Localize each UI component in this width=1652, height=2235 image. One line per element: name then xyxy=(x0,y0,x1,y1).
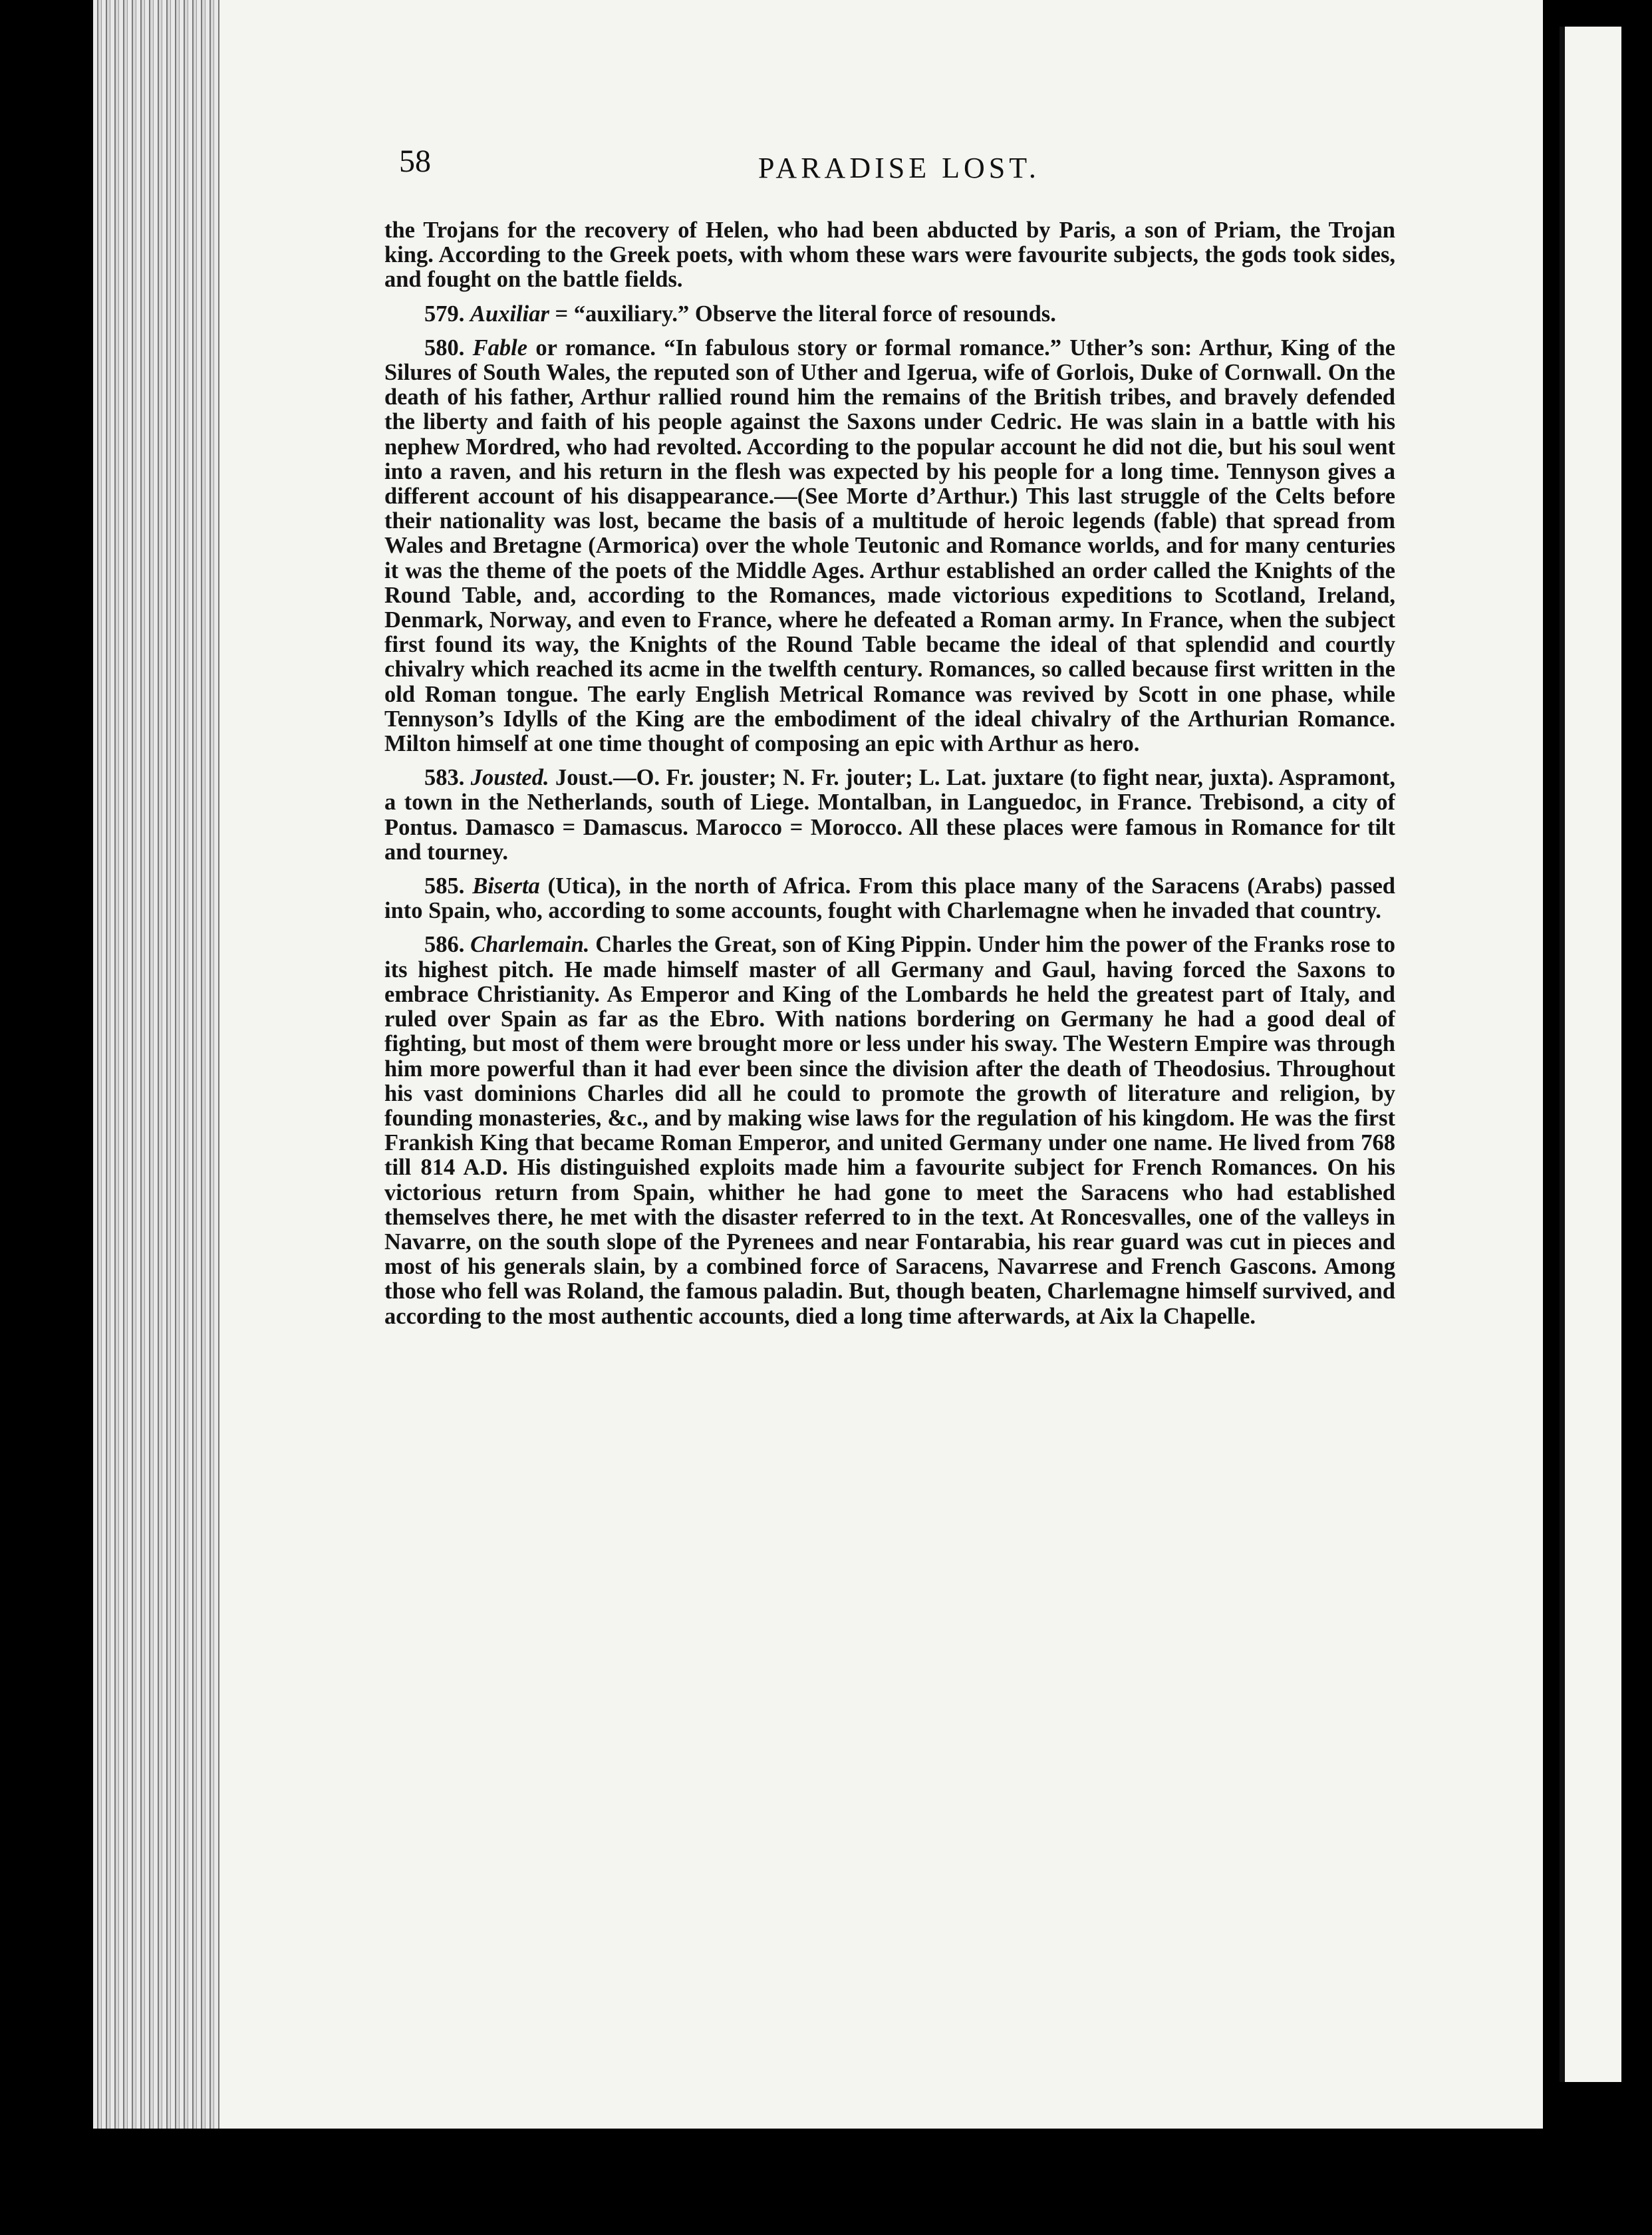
page-header xyxy=(399,143,1397,196)
note-583 xyxy=(384,766,1395,865)
note-lemma: Biserta xyxy=(472,873,540,899)
note-text: Joust.—O. Fr. jouster; N. Fr. jouter; L. Lat. juxtare (to fight near, juxta). Aspramont, a town in the Netherlands, south of Liege. Montalban, in Languedoc, in France. Trebisond, a city of Pontus. Damasco = Damascus. Marocco = Morocco. All these places were famous in Romance for tilt and tourney. xyxy=(384,765,1395,865)
note-text: Charles the Great, son of King Pippin. Under him the power of the Franks rose to its highest pitch. He made himself master of all Germany and Gaul, having forced the Saxons to embrace Christianity. As Emperor and King of the Lombards he held the greatest part of Italy, and ruled over Spain as far as the Ebro. With nations bordering on Germany he had a good deal of fighting, but most of them were brought more or less under his sway. The Western Empire was through him more powerful than it had ever been since the division after the death of Theodosius. Throughout his vast dominions Charles did all he could to promote the growth of literature and religion, by founding monasteries, &c., and by making wise laws for the regulation of his kingdom. He was the first Frankish King that became Roman Emperor, and united Germany under one name. He lived from 768 till 814 A.D. His distinguished exploits made him a favourite subject for French Romances. On his victorious return from Spain, whither he had gone to meet the Saracens who had established themselves there, he met with the disaster referred to in the text. At Roncesvalles, one of the valleys in Navarre, on the south slope of the Pyrenees and near Fontarabia, his rear guard was cut in pieces and most of his generals slain, by a combined force of Saracens, Navarrese and French Gascons. Among those who fell was Roland, the famous paladin. But, though beaten, Charlemagne himself survived, and according to the most authentic accounts, died a long time afterwards, at Aix la Chapelle. xyxy=(384,932,1395,1329)
note-585 xyxy=(384,874,1395,923)
note-lemma: Fable xyxy=(472,335,528,361)
note-number: 585. xyxy=(424,873,465,899)
note-number: 579. xyxy=(424,301,465,327)
note-586 xyxy=(384,933,1395,1328)
note-number: 586. xyxy=(424,932,465,958)
note-579 xyxy=(384,302,1395,327)
note-continuation xyxy=(384,218,1395,293)
note-lemma: Charlemain. xyxy=(470,932,590,958)
note-text: the Trojans for the recovery of Helen, who had been abducted by Paris, a son of Priam, the Trojan king. According to the Greek poets, with whom these wars were favourite subjects, the gods took sides, and fought on the battle fields. xyxy=(384,218,1395,293)
note-text: or romance. “In fabulous story or formal romance.” Uther’s son: Arthur, King of the Silures of South Wales, the reputed son of Uther and Igerua, wife of Gorlois, Duke of Cornwall. On the death of his father, Arthur rallied round him the remains of the British tribes, and bravely defended the liberty and faith of his people against the Saxons under Cedric. He was slain in a battle with his nephew Mordred, who had revolted. According to the popular account he did not die, but his soul went into a raven, and his return in the flesh was expected by his people for a long time. Tennyson gives a different account of his disappearance.—(See Morte d’Arthur.) This last struggle of the Celts before their nationality was lost, became the basis of a multitude of heroic legends (fable) that spread from Wales and Bretagne (Armorica) over the whole Teutonic and Romance worlds, and for many centuries it was the theme of the poets of the Middle Ages. Arthur established an order called the Knights of the Round Table, and, according to the Romances, made victorious expeditions to Scotland, Ireland, Denmark, Norway, and even to France, where he defeated a Roman army. In France, when the subject first found its way, the Knights of the Round Table became the ideal of that splendid and courtly chivalry which reached its acme in the twelfth century. Romances, so called because first written in the old Roman tongue. The early English Metrical Romance was revived by Scott in one phase, while Tennyson’s Idylls of the King are the embodiment of the ideal chivalry of the Arthurian Romance. Milton himself at one time thought of composing an epic with Arthur as hero. xyxy=(384,335,1395,757)
note-580 xyxy=(384,336,1395,756)
page-number: 58 xyxy=(399,144,431,179)
book-page-edges xyxy=(93,0,219,2129)
note-lemma: Auxiliar xyxy=(470,301,549,327)
note-text: (Utica), in the north of Africa. From this place many of the Saracens (Arabs) passed into Spain, who, according to some accounts, fought with Charlemagne when he invaded that country. xyxy=(384,873,1395,924)
facing-page-edge xyxy=(1560,27,1621,2082)
note-lemma: Jousted. xyxy=(470,765,549,791)
note-number: 583. xyxy=(424,765,465,791)
scan-shadow xyxy=(93,2129,1623,2235)
note-text: = “auxiliary.” Observe the literal force of resounds. xyxy=(549,301,1056,327)
running-title: PARADISE LOST. xyxy=(758,152,1040,184)
note-number: 580. xyxy=(424,335,465,361)
notes-body xyxy=(384,218,1395,1338)
